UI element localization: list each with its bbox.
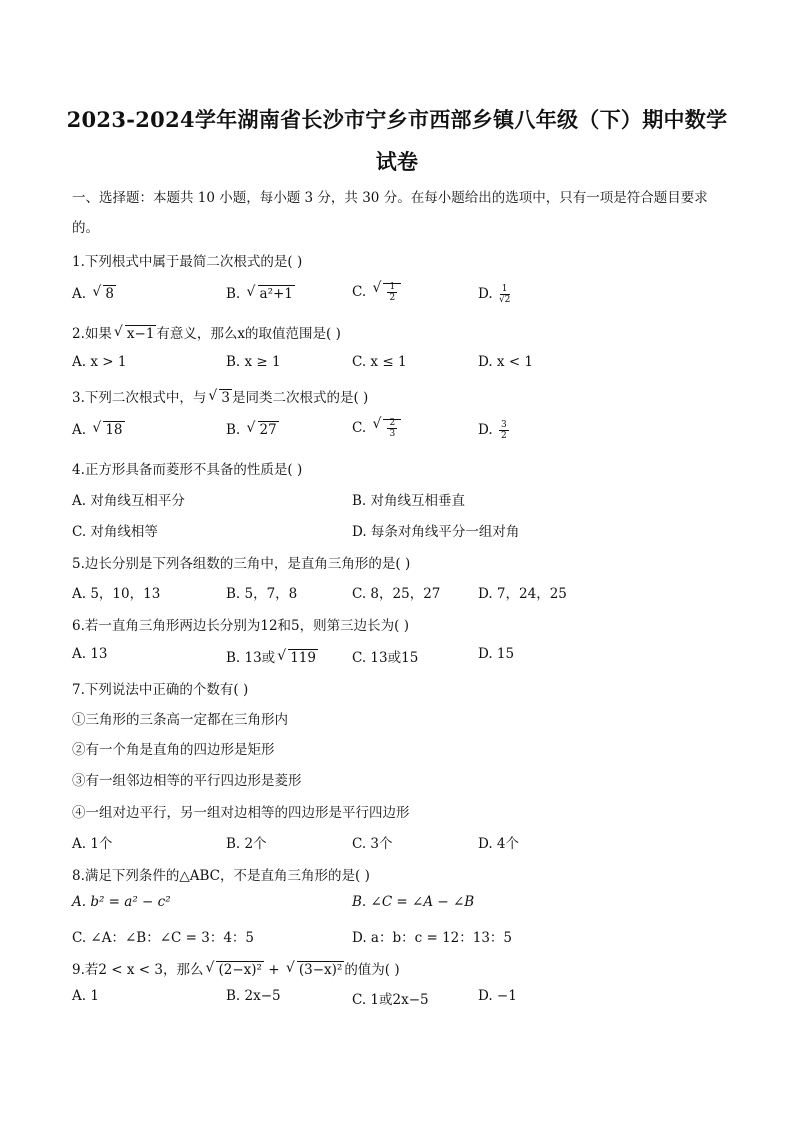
q7-option-a: A. 1个: [72, 836, 113, 852]
q7-option-c: C. 3个: [352, 836, 393, 852]
q3-option-b: B. √ 27: [226, 420, 277, 438]
q1-option-d: D. $\frac{1}{√2}$: [478, 284, 511, 305]
question-5-stem: 5.边长分别是下列各组数的三角中，是直角三角形的是( ): [72, 556, 411, 572]
question-1-stem: 1.下列根式中属于最简二次根式的是( ): [72, 254, 303, 270]
q6-option-b: B. 13或 √ 119: [226, 648, 316, 666]
q7-statement-1: ①三角形的三条高一定都在三角形内: [72, 712, 288, 728]
q7-statement-4: ④一组对边平行，另一组对边相等的四边形是平行四边形: [72, 805, 410, 821]
q2-option-d: D. x < 1: [478, 354, 534, 370]
section-instruction-line1: 一、选择题：本题共 10 小题，每小题 3 分，共 30 分。在每小题给出的选项中，只有一项是符合题目要求: [72, 190, 708, 206]
q5-option-a: A. 5，10，13: [72, 586, 161, 602]
q9-option-d: D. −1: [478, 988, 517, 1004]
question-6-stem: 6.若一直角三角形两边长分别为12和5，则第三边长为( ): [72, 618, 409, 634]
question-9-stem: 9.若2 < x < 3，那么 √ (2−x)² + √ (3−x)² 的值为( ): [72, 960, 400, 978]
q9-option-b: B. 2x−5: [226, 988, 281, 1004]
q6-option-c: C. 13或15: [352, 650, 419, 666]
q7-statement-2: ②有一个角是直角的四边形是矩形: [72, 742, 275, 758]
q7-statement-3: ③有一组邻边相等的平行四边形是菱形: [72, 773, 302, 789]
q1-option-c: C. √ $\frac{1}{2}$: [352, 282, 401, 303]
q4-option-c: C. 对角线相等: [72, 524, 158, 540]
q4-option-d: D. 每条对角线平分一组对角: [352, 524, 520, 540]
q2-option-a: A. x > 1: [72, 354, 127, 370]
q8-option-c: C. ∠A：∠B：∠C = 3：4：5: [72, 930, 255, 946]
question-2-stem: 2.如果 √ x−1 有意义，那么x的取值范围是( ): [72, 324, 341, 342]
q5-option-b: B. 5，7，8: [226, 586, 298, 602]
q1-option-a: A. √ 8: [72, 284, 114, 302]
q1-option-b: B. √ a²+1: [226, 284, 293, 302]
question-4-stem: 4.正方形具备而菱形不具备的性质是( ): [72, 462, 303, 478]
q6-option-a: A. 13: [72, 646, 108, 662]
q2-option-b: B. x ≥ 1: [226, 354, 281, 370]
q4-option-a: A. 对角线互相平分: [72, 493, 185, 509]
exam-title-line2: 试卷: [375, 149, 419, 174]
q4-option-b: B. 对角线互相垂直: [352, 493, 466, 509]
question-3-stem: 3.下列二次根式中，与 √ 3 是同类二次根式的是( ): [72, 388, 369, 406]
q9-option-a: A. 1: [72, 988, 99, 1004]
q5-option-d: D. 7，24，25: [478, 586, 567, 602]
q3-option-a: A. √ 18: [72, 420, 123, 438]
q7-option-b: B. 2个: [226, 836, 267, 852]
section-instruction-line2: 的。: [72, 220, 99, 236]
q8-option-d: D. a：b：c = 12：13：5: [352, 930, 513, 946]
q9-option-c: C. 1或2x−5: [352, 992, 429, 1008]
q3-option-d: D. $\frac{3}{2}$: [478, 420, 507, 441]
q3-option-c: C. √ $\frac{2}{3}$: [352, 418, 401, 439]
q6-option-d: D. 15: [478, 646, 515, 662]
q8-option-b: B. ∠C = ∠A − ∠B: [352, 894, 475, 910]
q7-option-d: D. 4个: [478, 836, 520, 852]
q5-option-c: C. 8，25，27: [352, 586, 441, 602]
q8-option-a: A. b² = a² − c²: [72, 894, 171, 910]
exam-title-line1: 2023-2024学年湖南省长沙市宁乡市西部乡镇八年级（下）期中数学: [66, 107, 728, 132]
q2-option-c: C. x ≤ 1: [352, 354, 407, 370]
question-8-stem: 8.满足下列条件的△ABC，不是直角三角形的是( ): [72, 868, 370, 884]
question-7-stem: 7.下列说法中正确的个数有( ): [72, 682, 249, 698]
